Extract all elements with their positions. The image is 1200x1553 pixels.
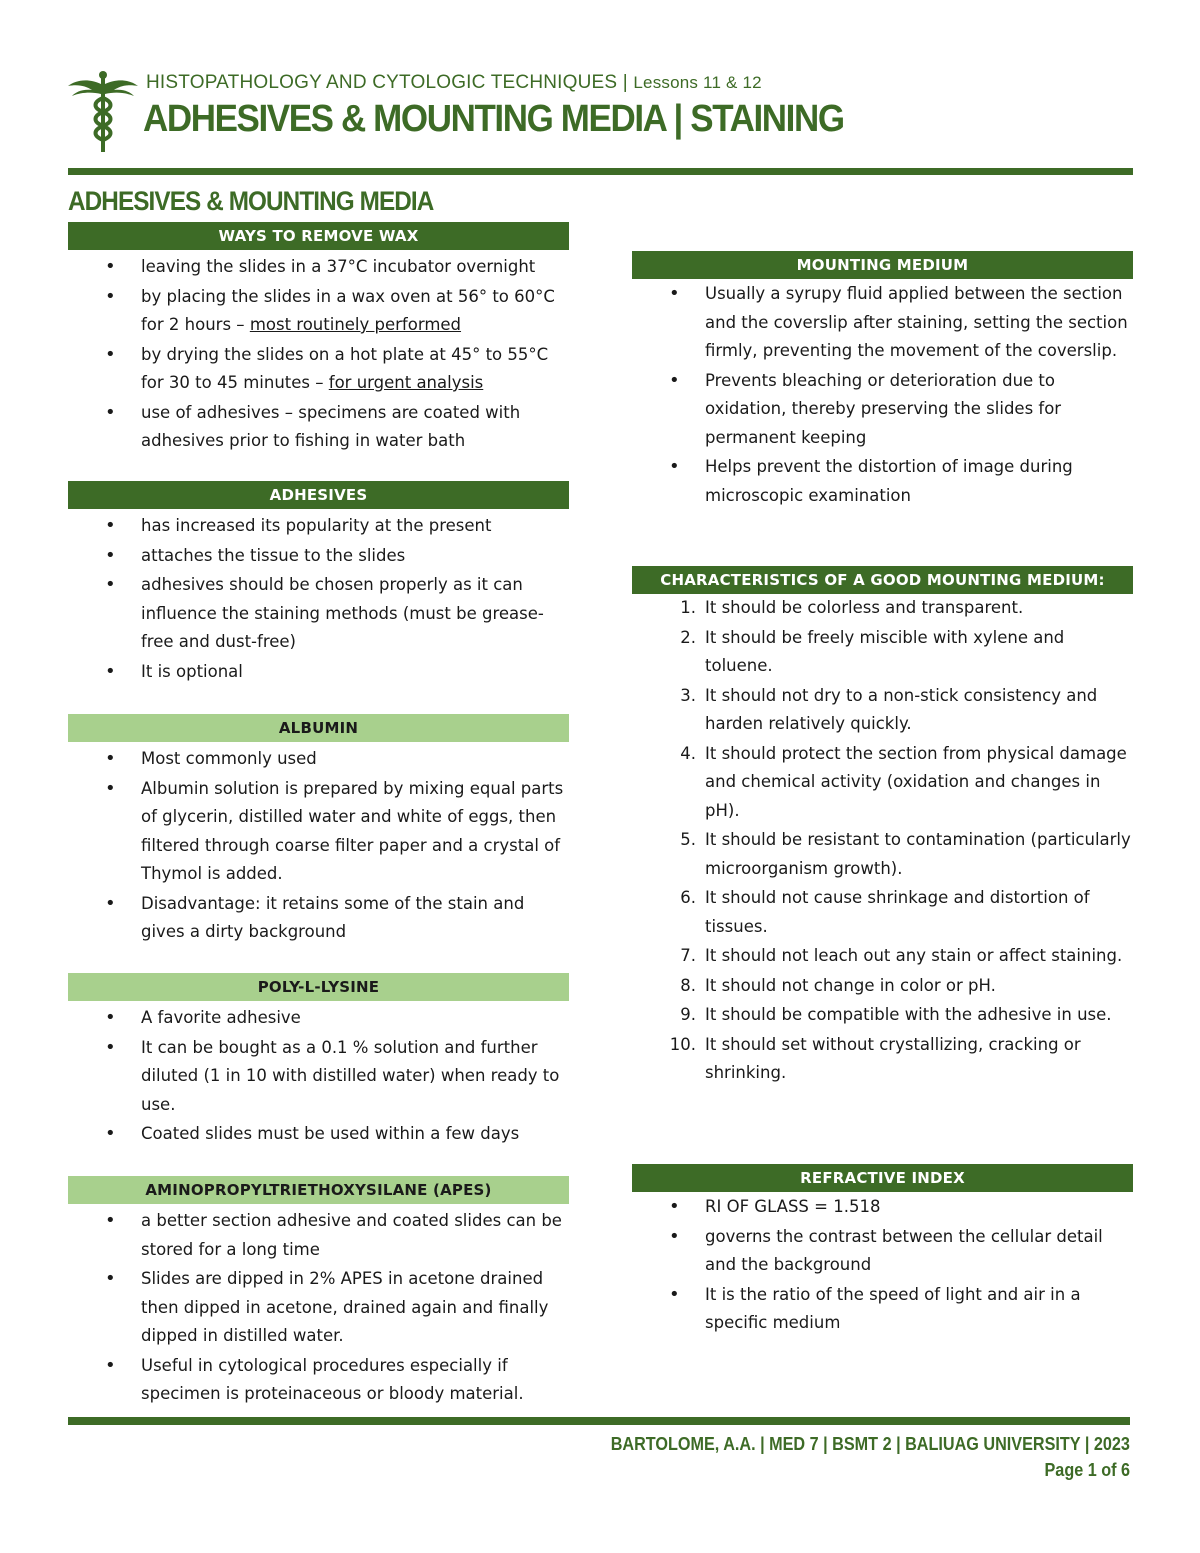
header-divider [68, 168, 1133, 175]
list-item: • Slides are dipped in 2% APES in acetone drained then dipped in acetone, drained again and finally dipped in distilled water. [68, 1265, 569, 1351]
poly-l-lysine-list [68, 1004, 569, 1150]
footer-author: BARTOLOME, A.A. | MED 7 | BSMT 2 | BALIUAG UNIVERSITY | 2023 [610, 1434, 1130, 1454]
list-item: 8. It should not change in color or pH. [680, 975, 996, 995]
list-item: 3. It should not dry to a non-stick consistency and harden relatively quickly. [680, 685, 1098, 733]
course-title: HISTOPATHOLOGY AND CYTOLOGIC TECHNIQUES [146, 72, 618, 93]
footer-divider [68, 1417, 1130, 1425]
page-number: Page 1 of 6 [1044, 1460, 1130, 1480]
list-item: • It is optional [68, 658, 569, 687]
adhesives-list [68, 512, 569, 687]
ways-list [68, 253, 569, 457]
apes-heading: AMINOPROPYLTRIETHOXYSILANE (APES) [68, 1176, 569, 1204]
list-item: • by drying the slides on a hot plate at 45° to 55°C for 30 to 45 minutes – for urgent analysis [68, 341, 569, 398]
apes-list [68, 1207, 569, 1410]
list-item: 5. It should be resistant to contamination (particularly microorganism growth). [680, 830, 1131, 878]
list-item: 7. It should not leach out any stain or affect staining. [680, 946, 1123, 965]
list-item: • Prevents bleaching or deterioration due to oxidation, thereby preserving the slides for permanent keeping [632, 367, 1133, 453]
list-item: 1. It should be colorless and transparent. [680, 598, 1024, 617]
list-item: • governs the contrast between the cellular detail and the background [632, 1223, 1133, 1280]
list-item: • leaving the slides in a 37°C incubator overnight [68, 253, 569, 282]
refractive-index-list [632, 1193, 1133, 1339]
list-item: • has increased its popularity at the present [68, 512, 569, 541]
list-item: • adhesives should be chosen properly as it can influence the staining methods (must be grease-free and dust-free) [68, 571, 569, 657]
albumin-heading: ALBUMIN [68, 714, 569, 742]
list-item: • A favorite adhesive [68, 1004, 569, 1033]
characteristics-list [632, 594, 1133, 1089]
document-title: ADHESIVES & MOUNTING MEDIA | STAINING [143, 98, 844, 140]
list-item: 10. It should set without crystallizing, cracking or shrinking. [669, 1034, 1081, 1082]
list-item: • attaches the tissue to the slides [68, 542, 569, 571]
list-item: • Most commonly used [68, 745, 569, 774]
list-item: • a better section adhesive and coated slides can be stored for a long time [68, 1207, 569, 1264]
list-item: • use of adhesives – specimens are coated with adhesives prior to fishing in water bath [68, 399, 569, 456]
list-item: • It is the ratio of the speed of light and air in a specific medium [632, 1281, 1133, 1338]
list-item: • Disadvantage: it retains some of the stain and gives a dirty background [68, 890, 569, 947]
list-item: 9. It should be compatible with the adhesive in use. [680, 1005, 1112, 1024]
ways-heading: WAYS TO REMOVE WAX [68, 222, 569, 250]
list-item: • It can be bought as a 0.1 % solution and further diluted (1 in 10 with distilled water) when ready to use. [68, 1034, 569, 1120]
caduceus-icon [68, 70, 138, 154]
list-item: • Albumin solution is prepared by mixing equal parts of glycerin, distilled water and white of eggs, then filtered through coarse filter paper and a crystal of Thymol is added. [68, 775, 569, 889]
section-title: ADHESIVES & MOUNTING MEDIA [68, 186, 434, 216]
course-name [146, 72, 762, 94]
list-item: • Coated slides must be used within a few days [68, 1120, 569, 1149]
course-lessons: Lessons 11 & 12 [633, 73, 762, 92]
mounting-medium-list [632, 280, 1133, 511]
list-item: • by placing the slides in a wax oven at 56° to 60°C for 2 hours – most routinely performed [68, 283, 569, 340]
poly-l-lysine-heading: POLY-L-LYSINE [68, 973, 569, 1001]
list-item: • Helps prevent the distortion of image during microscopic examination [632, 453, 1133, 510]
list-item: 6. It should not cause shrinkage and distortion of tissues. [680, 888, 1090, 936]
list-item: • RI OF GLASS = 1.518 [632, 1193, 1133, 1222]
course-separator: | [622, 72, 628, 93]
refractive-index-heading: REFRACTIVE INDEX [632, 1164, 1133, 1192]
characteristics-heading: CHARACTERISTICS OF A GOOD MOUNTING MEDIUM: [632, 566, 1133, 594]
mounting-medium-heading: MOUNTING MEDIUM [632, 251, 1133, 279]
list-item: 4. It should protect the section from physical damage and chemical activity (oxidation and changes in pH). [680, 743, 1127, 820]
list-item: 2. It should be freely miscible with xylene and toluene. [680, 627, 1065, 675]
adhesives-heading: ADHESIVES [68, 481, 569, 509]
list-item: • Usually a syrupy fluid applied between the section and the coverslip after staining, setting the section firmly, preventing the movement of the coverslip. [632, 280, 1133, 366]
list-item: • Useful in cytological procedures especially if specimen is proteinaceous or bloody material. [68, 1352, 569, 1409]
albumin-list [68, 745, 569, 948]
